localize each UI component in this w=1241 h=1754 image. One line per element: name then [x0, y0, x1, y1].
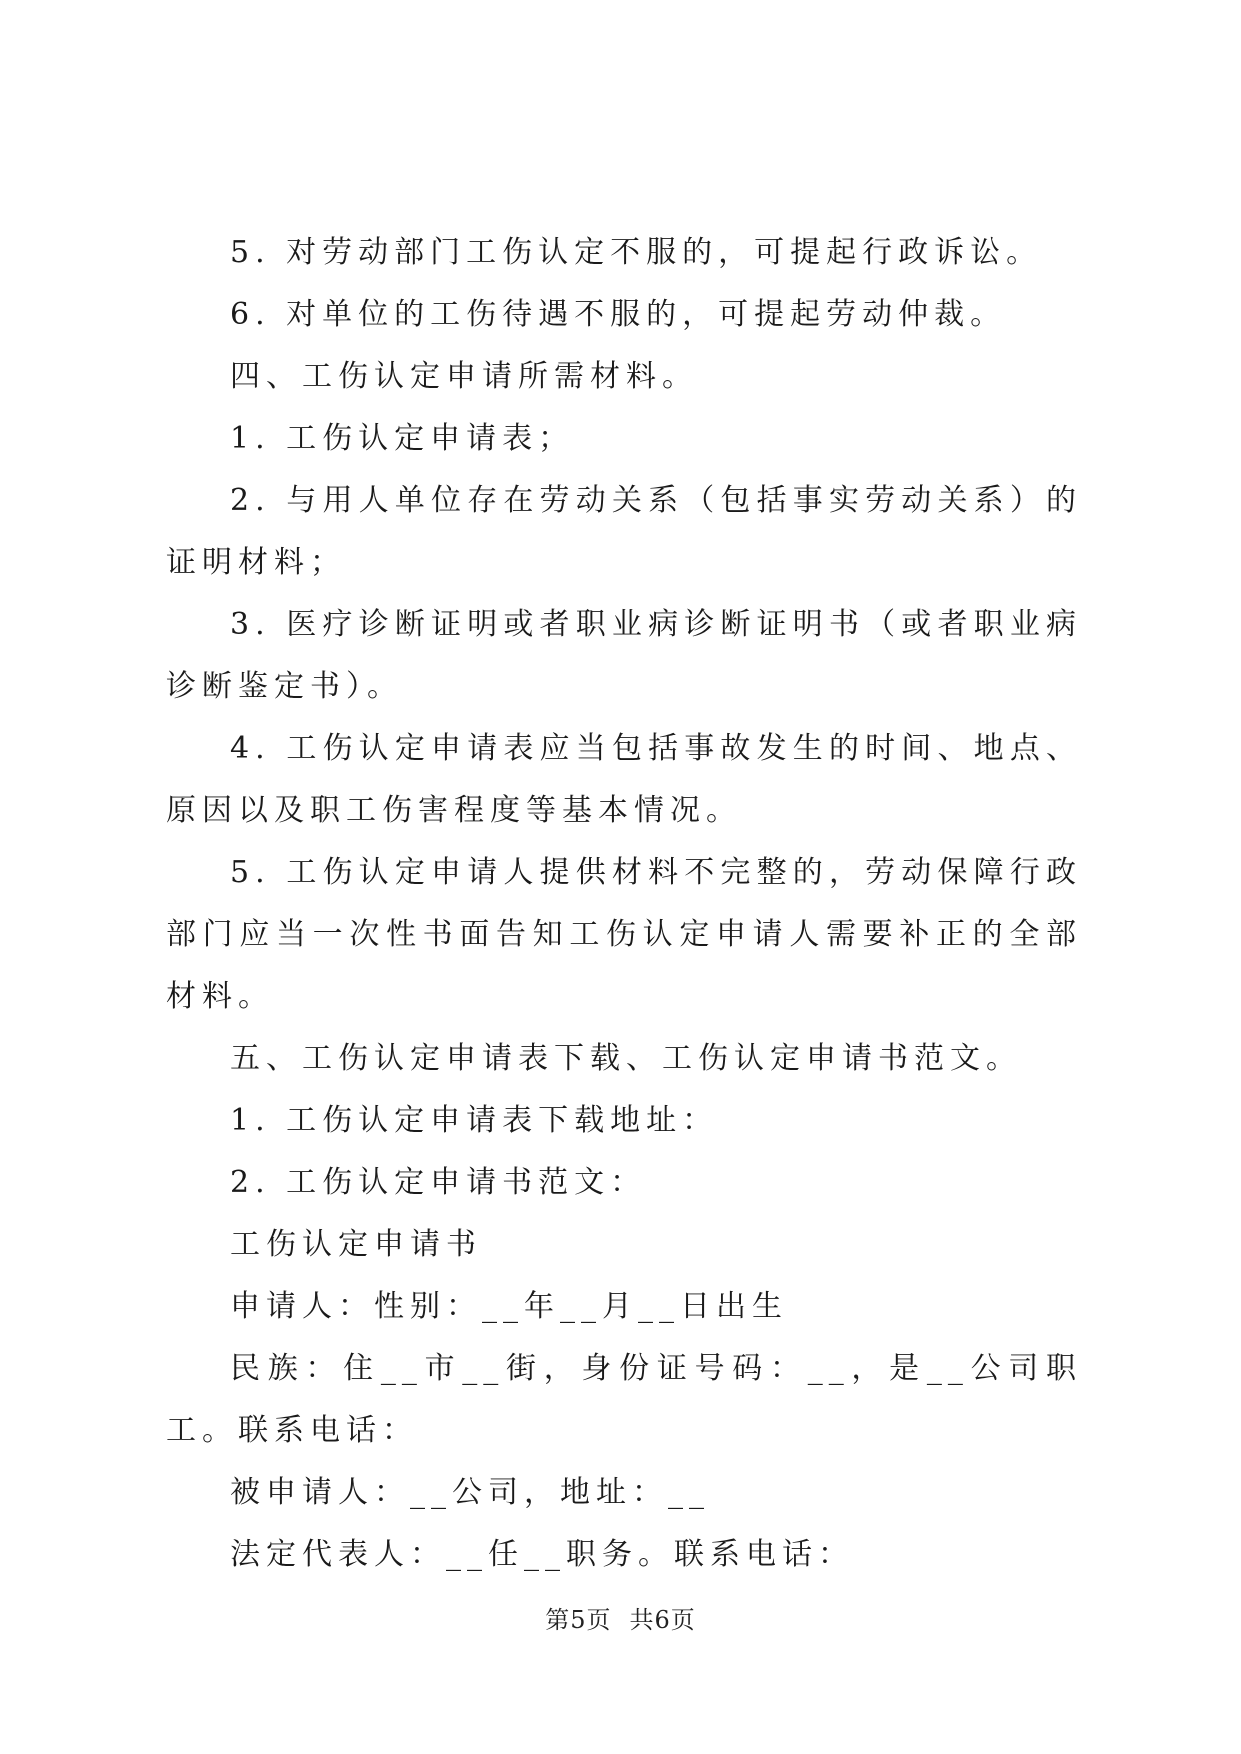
list-item: 3. 医疗诊断证明或者职业病诊断证明书（或者职业病诊断鉴定书）。 [166, 607, 1082, 704]
page-footer [0, 1600, 1241, 1635]
list-item: 1. 工伤认定申请表下载地址： [230, 1103, 719, 1138]
list-item: 4. 工伤认定申请表应当包括事故发生的时间、地点、原因以及职工伤害程度等基本情况。 [166, 731, 1082, 828]
sample-title: 工伤认定申请书 [230, 1227, 482, 1262]
form-line: 民族：住__市__街，身份证号码：__，是__公司职工。联系电话： [166, 1351, 1082, 1448]
list-item: 2. 工伤认定申请书范文： [230, 1165, 647, 1200]
form-line: 被申请人：__公司，地址：__ [230, 1475, 710, 1510]
paragraph: 5. 对劳动部门工伤认定不服的，可提起行政诉讼。 [230, 235, 1043, 270]
document-body [166, 222, 1082, 1586]
page-number: 第5页 [545, 1606, 612, 1634]
list-item: 5. 工伤认定申请人提供材料不完整的，劳动保障行政部门应当一次性书面告知工伤认定申请人需要补正的全部材料。 [166, 855, 1082, 1014]
list-item: 1. 工伤认定申请表； [230, 421, 575, 456]
section-heading: 四、工伤认定申请所需材料。 [230, 359, 698, 394]
form-line: 申请人：性别：__年__月__日出生 [230, 1289, 788, 1324]
page-total: 共6页 [629, 1606, 696, 1634]
list-item: 2. 与用人单位存在劳动关系（包括事实劳动关系）的证明材料； [166, 483, 1082, 580]
form-line: 法定代表人：__任__职务。联系电话： [230, 1537, 854, 1572]
paragraph: 6. 对单位的工伤待遇不服的，可提起劳动仲裁。 [230, 297, 1007, 332]
section-heading: 五、工伤认定申请表下载、工伤认定申请书范文。 [230, 1041, 1022, 1076]
